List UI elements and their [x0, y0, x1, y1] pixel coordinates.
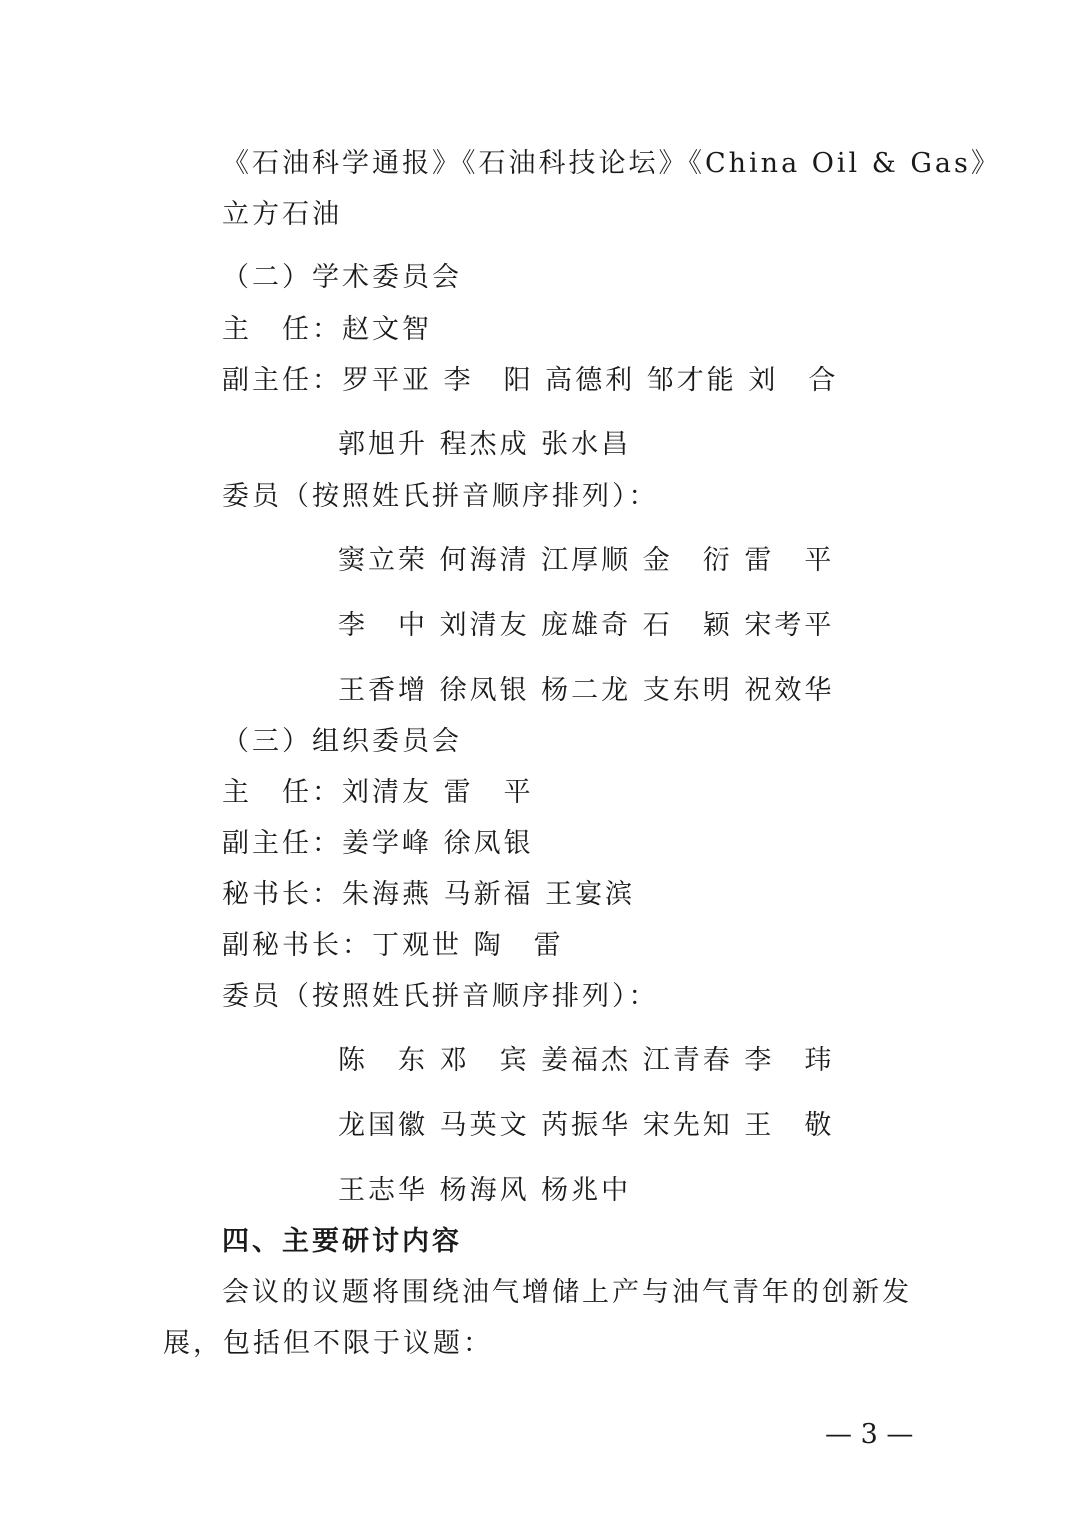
journal-list-line: 《石油科学通报》《石油科技论坛》《China Oil & Gas》	[222, 148, 1001, 179]
section-four-heading: 四、主要研讨内容	[222, 1226, 462, 1257]
academic-deputy-directors-line: 副主任：罗平亚 李 阳 高德利 邹才能 刘 合	[222, 365, 839, 396]
organizing-deputy-directors-line: 副主任：姜学峰 徐凤银	[222, 828, 534, 859]
academic-members-row: 李 中 刘清友 庞雄奇 石 颖 宋考平	[338, 610, 835, 641]
organizing-members-row: 龙国徽 马英文 芮振华 宋先知 王 敬	[338, 1110, 835, 1141]
deputy-secretary-general-line: 副秘书长：丁观世 陶 雷	[222, 930, 564, 961]
organizing-members-row: 陈 东 邓 宾 姜福杰 江青春 李 玮	[338, 1045, 835, 1076]
academic-deputy-directors-continuation: 郭旭升 程杰成 张水昌	[338, 429, 632, 460]
secretary-general-line: 秘书长：朱海燕 马新福 王宴滨	[222, 879, 636, 910]
organizing-members-row: 王志华 杨海风 杨兆中	[338, 1175, 632, 1206]
organizing-members-label: 委员（按照姓氏拼音顺序排列）：	[222, 981, 659, 1012]
academic-director-line: 主 任：赵文智	[222, 314, 432, 345]
organizing-director-line: 主 任：刘清友 雷 平	[222, 777, 534, 808]
body-paragraph-line: 会议的议题将围绕油气增储上产与油气青年的创新发	[222, 1277, 912, 1308]
academic-members-label: 委员（按照姓氏拼音顺序排列）：	[222, 481, 659, 512]
body-paragraph-line: 展，包括但不限于议题：	[163, 1328, 493, 1359]
organizing-committee-heading: （三）组织委员会	[222, 726, 462, 757]
academic-members-row: 窦立荣 何海清 江厚顺 金 衍 雷 平	[338, 545, 835, 576]
academic-members-row: 王香增 徐凤银 杨二龙 支东明 祝效华	[338, 675, 835, 706]
academic-committee-heading: （二）学术委员会	[222, 262, 462, 293]
journal-list-continuation: 立方石油	[222, 199, 342, 230]
page-number: — 3 —	[825, 1419, 914, 1450]
